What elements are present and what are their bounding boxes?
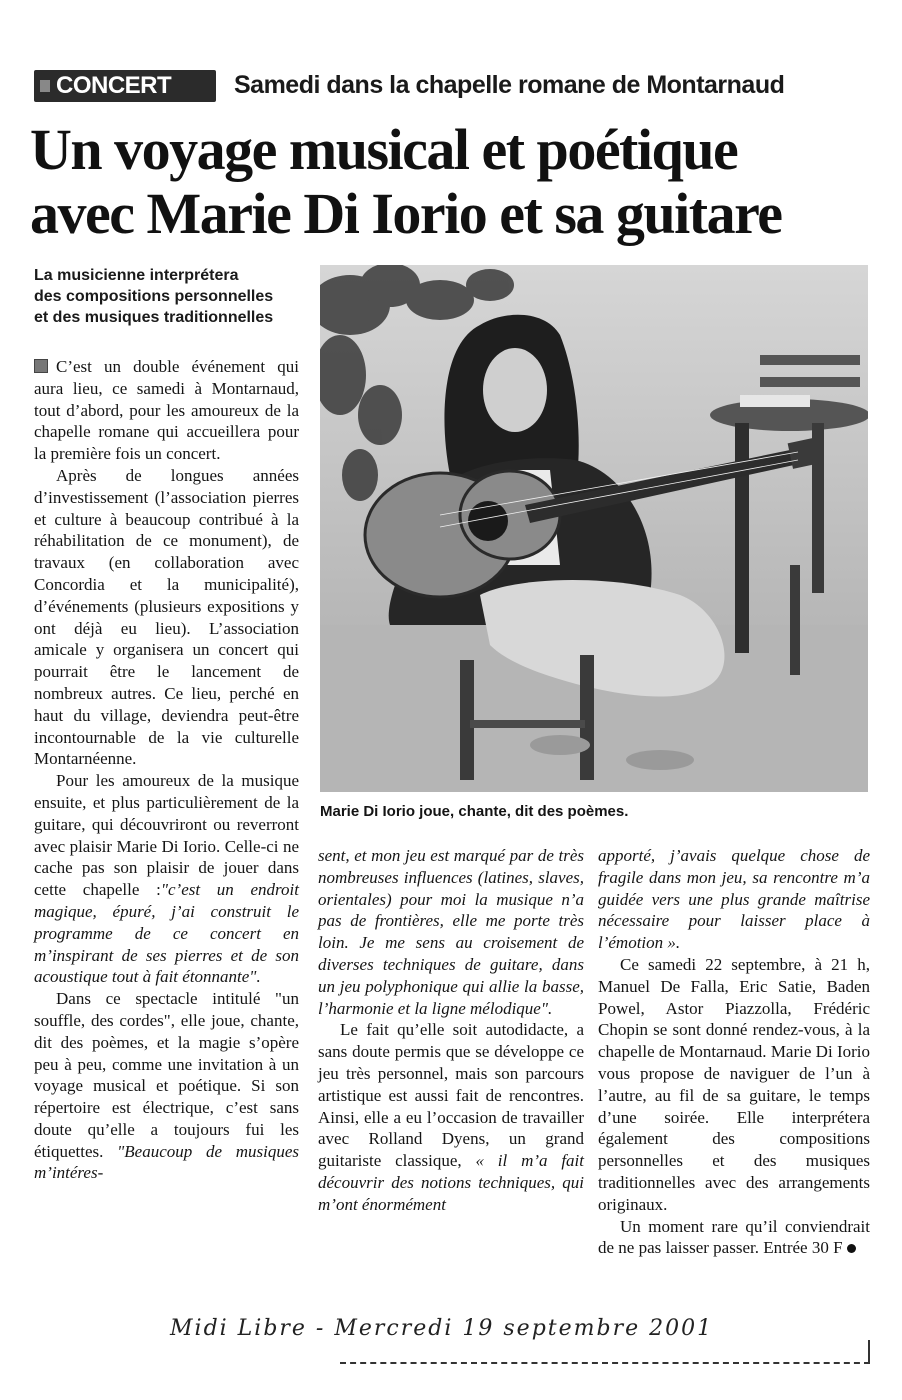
paragraph <box>318 1019 584 1215</box>
quote-text: "Beaucoup de musiques m’intéres- <box>34 1141 299 1183</box>
guitarist-illustration <box>320 265 868 792</box>
footer-divider <box>340 1362 870 1364</box>
overline: Samedi dans la chapelle romane de Montarnaud <box>234 71 785 99</box>
kicker-label: CONCERT <box>34 70 216 102</box>
deck-line-2: des compositions personnelles <box>34 288 274 305</box>
paragraph <box>34 356 299 465</box>
deck <box>34 265 304 328</box>
handwritten-source-note: Midi Libre - Mercredi 19 septembre 2001 <box>170 1316 714 1341</box>
photo-caption: Marie Di Iorio joue, chante, dit des poèmes. <box>320 803 629 820</box>
paragraph-text: Pour les amoureux de la musique ensuite, et plus particulièrement de la guitare, qui découvriront ou reverront avec plaisir Marie Di Iorio. Celle-ci ne cache pas son plaisir de jouer dans cette chapelle : <box>34 771 299 900</box>
quote-text: « il m’a fait découvrir des notions techniques, qui m’ont énormément <box>318 1151 585 1214</box>
paragraph: Après de longues années d’investissement (l’association pierres et culture à beaucoup contribué à la réhabilitation de ce monument), de travaux (en collaboration avec Concordia et la municipalité), d’événements (plusieurs expositions y ont déjà eu lieu). L’association amicale y organisera un concert qui pourrait être le lancement de nombreux autres. Ce lieu, perché en haut du village, deviendra peut-être incontournable de la vie culturelle Montarnéenne. <box>34 465 299 769</box>
headline <box>30 118 880 246</box>
quote-paragraph: apporté, j’avais quelque chose de fragile dans mon jeu, sa rencontre m’a guidée vers une plus grande maîtrise nécessaire pour laisser place à l’émotion ». <box>598 846 870 953</box>
end-mark-icon <box>847 1244 856 1253</box>
paragraph <box>34 770 299 988</box>
paragraph: Ce samedi 22 septembre, à 21 h, Manuel De Falla, Eric Satie, Baden Powel, Astor Piazzolla, Frédéric Chopin se sont donné rendez-vous, à la chapelle de Montarnaud. Marie Di Iorio vous propose de naviguer de l’un à l’autre, au fil de sa guitare, le temps d’une soirée. Elle interprétera également des compositions personnelles et des musiques traditionnelles avec des arrangements originaux. <box>598 954 870 1214</box>
deck-line-1: La musicienne interprétera <box>34 267 239 284</box>
paragraph-text: C’est un double événement qui aura lieu, ce samedi à Montarnaud, tout d’abord, pour les amoureux de la chapelle romane qui accueillera pour la première fois un concert. <box>34 357 299 464</box>
quote-text: "c’est un endroit magique, épuré, j’ai construit le programme de ce concert en m’inspirant de ses pierres et de son acoustique tout à fait étonnante". <box>34 880 299 987</box>
headline-line-2: avec Marie Di Iorio et sa guitare <box>30 181 782 246</box>
article-column-2 <box>318 845 584 1216</box>
photo-guitarist <box>320 265 868 792</box>
paragraph <box>34 988 299 1184</box>
headline-line-1: Un voyage musical et poétique <box>30 117 738 182</box>
paragraph-text: Un moment rare qu’il conviendrait de ne pas laisser passer. Entrée 30 F <box>598 1216 870 1258</box>
paragraph-text: Dans ce spectacle intitulé "un souffle, des cordes", elle joue, chante, dit des poèmes, et la magie s’opère peu à peu, comme une invitation à un voyage musical et poétique. Si son répertoire est électrique, c’est sans doute qu’elle a toujours fui les étiquettes. <box>34 989 299 1161</box>
paragraph <box>598 1216 870 1260</box>
paragraph-marker-icon <box>34 359 48 373</box>
quote-paragraph: sent, et mon jeu est marqué par de très nombreuses influences (latines, slaves, orientales) pour moi la musique n’a pas de frontières, elle me porte très loin. Je me sens au croisement de diverses techniques de guitare, dans un jeu polyphonique qui allie la basse, l’harmonie et la ligne mélodique". <box>318 846 584 1018</box>
article-column-1 <box>34 356 299 1184</box>
paragraph-text: Le fait qu’elle soit autodidacte, a sans doute permis que se développe ce jeu très personnel, mais son parcours artistique est aussi fait de rencontres. Ainsi, elle a eu l’occasion de travailler avec Rolland Dyens, un grand guitariste classique, <box>318 1020 584 1171</box>
deck-line-3: et des musiques traditionnelles <box>34 309 274 326</box>
article-column-3 <box>598 845 870 1259</box>
footer-tick <box>868 1340 870 1362</box>
